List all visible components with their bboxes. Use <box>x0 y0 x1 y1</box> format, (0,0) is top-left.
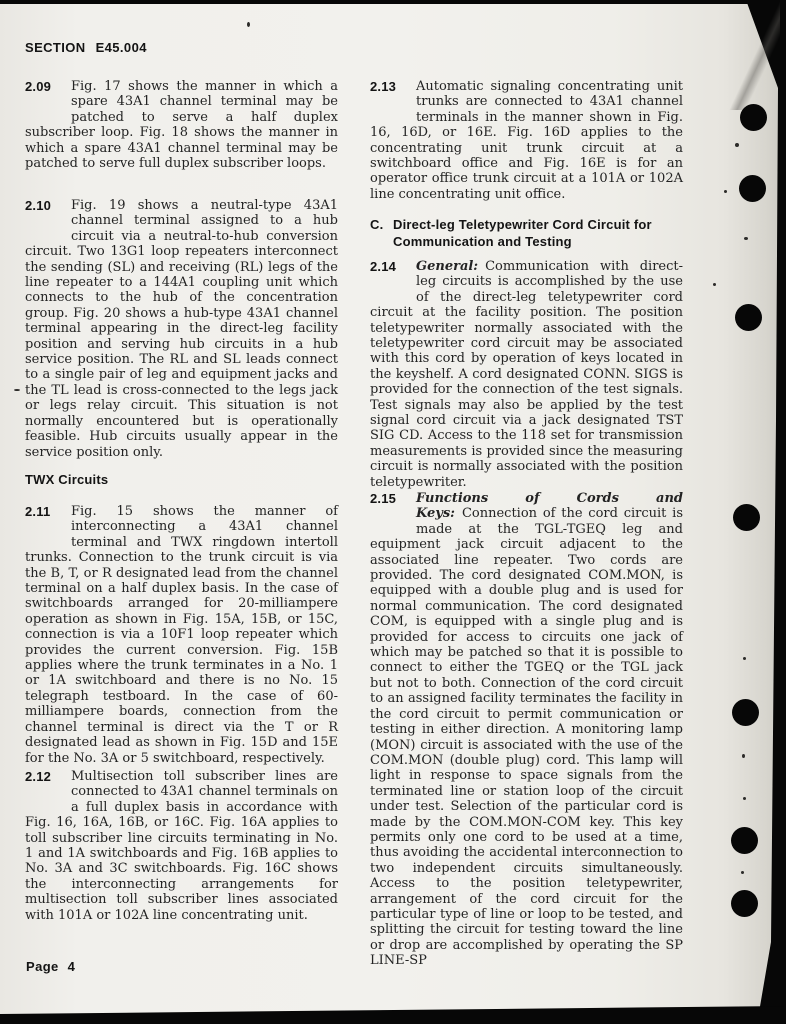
paragraph-number: 2.15 <box>370 491 397 506</box>
binder-hole-mark <box>731 890 758 917</box>
binder-hole-mark <box>735 304 762 331</box>
paragraph-number: 2.13 <box>370 79 397 94</box>
paragraph-text: Communication with direct-leg circuits is accomplished by the use of the direct-leg teletypewriter cord circuit at the facility position. The position teletypewriter normally associated with the teletypewriter cord circuit may be associated with this cord by operation of keys located in the keyshelf. A cord designated CONN. SIGS is provided for the connection of the test signals. Test signals may also be applied by the test signal cord circuit via a jack designated TST SIG CD. Access to the 118 set for transmission measurements is provided since the measuring circuit is normally associated with the position teletypewriter. <box>370 259 683 490</box>
paragraph-number: 2.10 <box>25 198 52 213</box>
paragraph-2-15 <box>370 491 683 969</box>
paragraph-text: Multisection toll subscriber lines are connected to 43A1 channel terminals on a full duplex basis in accordance with Fig. 16, 16A, 16B, or 16C. Fig. 16A applies to toll subscriber line circuits terminating in No. 1 and 1A switchboards and Fig. 16B applies to No. 3A and 3C switchboards. Fig. 16C shows the interconnecting arrangements for multisection toll subscriber lines associated with 101A or 102A line concentrating unit. <box>25 769 338 923</box>
page-number-footer: Page 4 <box>26 959 76 974</box>
right-column <box>370 0 683 1024</box>
section-header: SECTION E45.004 <box>25 40 147 55</box>
scan-speck <box>14 389 20 391</box>
binder-hole-mark <box>733 504 760 531</box>
scan-speck <box>713 283 716 286</box>
scan-speck <box>742 754 745 758</box>
scan-speck <box>743 657 746 660</box>
scan-speck <box>724 190 727 193</box>
scan-speck <box>735 143 739 147</box>
paragraph-number: 2.11 <box>25 504 51 519</box>
paragraph-text: Connection of the cord circuit is made at the TGL-TGEQ leg and equipment jack circuit adjacent to the associated line repeater. Two cords are provided. The cord designated COM.MON, is equipped with a double plug and is used for normal communication. The cord designated COM, is equipped with a single plug and is provided for access to circuits one jack of which may be patched so that it is possible to connect to either the TGEQ or the TGL jack but not to both. Connection of the cord circuit to an assigned facility terminates the facility in the cord circuit to permit communication or testing in either direction. A monitoring lamp (MON) circuit is associated with the use of the COM.MON (double plug) cord. This lamp will light in response to space signals from the terminated line or station loop of the circuit under test. Selection of the particular cord is made by the COM.MON-COM key. This key permits only one cord to be used at a time, thus avoiding the accidental interconnection to two independent circuits simultaneously. Access to the position teletypewriter, arrangement of the cord circuit for the particular type of line or loop to be tested, and splitting the circuit for testing toward the line or drop are accomplished by operating the SP LINE-SP <box>370 506 683 969</box>
scan-speck <box>743 797 746 800</box>
scan-speck <box>741 871 744 874</box>
scan-speck <box>744 237 748 240</box>
paragraph-text: Automatic signaling concentrating unit trunks are connected to 43A1 channel terminals in the manner shown in Fig. 16, 16D, or 16E. Fig. 16D applies to the concentrating unit trunk circuit at a switchboard office and Fig. 16E is for an operator office trunk circuit at a 101A or 102A line concentrating unit office. <box>370 79 683 202</box>
binder-hole-mark <box>731 827 758 854</box>
binder-hole-mark <box>739 175 766 202</box>
section-c-label: C. <box>370 217 384 232</box>
paragraph-2-14 <box>370 259 683 490</box>
paragraph-2-11 <box>25 504 338 766</box>
paragraph-2-09 <box>25 79 338 171</box>
paragraph-text: Fig. 15 shows the manner of interconnecting a 43A1 channel terminal and TWX ringdown intertoll trunks. Connection to the trunk circuit is via the B, T, or R designated lead from the channel terminal on a half duplex basis. In the case of switchboards arranged for 20-milliampere operation as shown in Fig. 15A, 15B, or 15C, connection is via a 10F1 loop repeater which provides the current conversion. Fig. 15B applies where the trunk terminates in a No. 1 or 1A switchboard and there is no No. 15 telegraph testboard. In the case of 60-milliampere boards, connection from the channel terminal is direct via the T or R designated lead as shown in Fig. 15D and 15E for the No. 3A or 5 switchboard, respectively. <box>25 504 338 766</box>
paragraph-lead-in: Functions of Cords and Keys: <box>416 491 683 522</box>
paragraph-text: Fig. 17 shows the manner in which a spare 43A1 channel terminal may be patched to serve a half duplex subscriber loop. Fig. 18 shows the manner in which a spare 43A1 channel terminal may be patched to serve full duplex subscriber loops. <box>25 79 338 172</box>
paragraph-lead-in: General: <box>416 259 479 274</box>
section-c-title: Direct-leg Teletypewriter Cord Circuit for Communication and Testing <box>393 217 652 249</box>
binder-hole-mark <box>740 104 767 131</box>
binder-hole-mark <box>732 699 759 726</box>
paragraph-number: 2.14 <box>370 259 397 274</box>
paragraph-number: 2.12 <box>25 769 52 784</box>
twx-circuits-heading: TWX Circuits <box>25 472 109 487</box>
left-column <box>25 0 338 1024</box>
paragraph-text: Fig. 19 shows a neutral-type 43A1 channel terminal assigned to a hub circuit via a neutral-to-hub conversion circuit. Two 13G1 loop repeaters interconnect the sending (SL) and receiving (RL) legs of the line repeater to a 144A1 coupling unit which connects to the hub of the concentration group. Fig. 20 shows a hub-type 43A1 channel terminal appearing in the direct-leg facility position and serving hub circuits in a hub service position. The RL and SL leads connect to a single pair of leg and equipment jacks and the TL lead is cross-connected to the legs jack or legs relay circuit. This situation is not normally encountered but is operationally feasible. Hub circuits usually appear in the service position only. <box>25 198 338 460</box>
paragraph-2-12 <box>25 769 338 923</box>
paragraph-2-10 <box>25 198 338 460</box>
paragraph-number: 2.09 <box>25 79 52 94</box>
section-c-heading <box>370 217 683 250</box>
paragraph-2-13 <box>370 79 683 202</box>
